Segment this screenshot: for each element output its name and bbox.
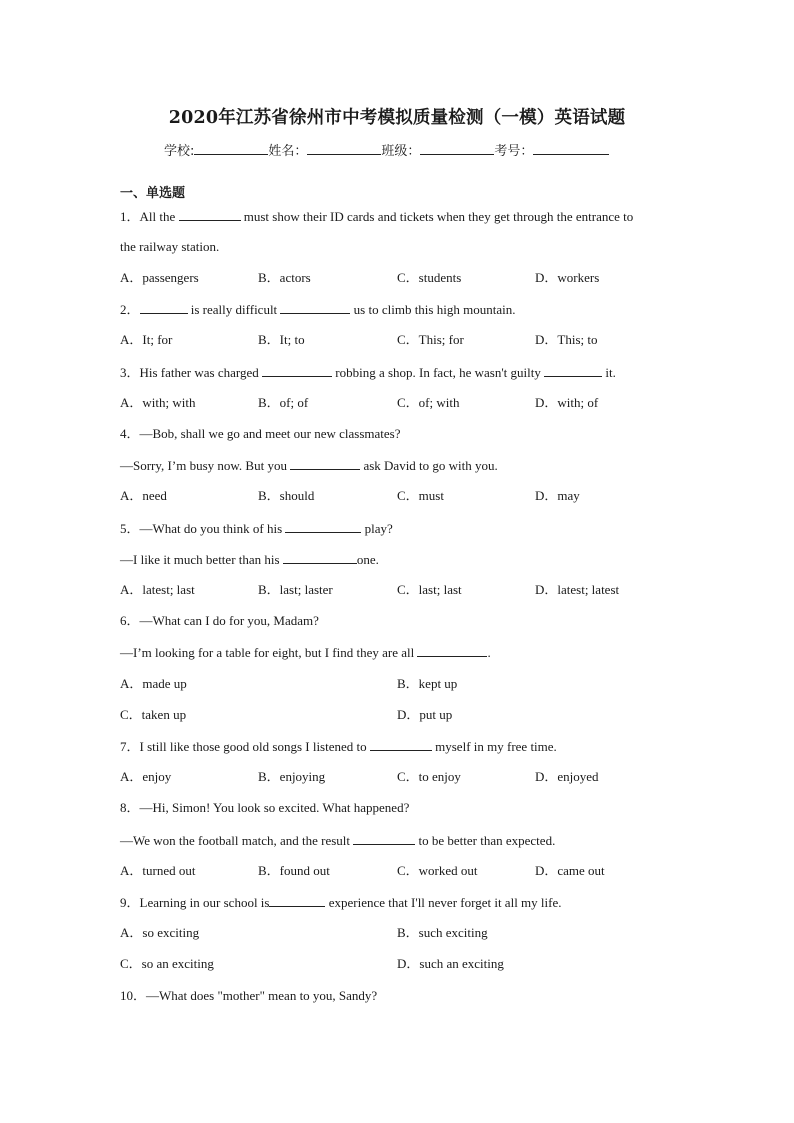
option-c[interactable]: C．to enjoy: [397, 769, 461, 784]
option-c[interactable]: C．must: [397, 488, 444, 503]
option-c[interactable]: C．so an exciting: [120, 956, 214, 971]
option-d[interactable]: D．latest; latest: [535, 582, 620, 597]
question-1-line-2: [120, 239, 219, 255]
option-d[interactable]: D．may: [535, 488, 580, 503]
question-4-line-2: [120, 457, 498, 474]
option-c[interactable]: C．This; for: [397, 332, 464, 347]
question-text: 6．—What can I do for you, Madam?: [120, 613, 319, 628]
option-b[interactable]: B．actors: [258, 270, 311, 285]
question-text: .: [487, 645, 491, 660]
answer-blank: [370, 738, 432, 751]
question-1-line-1: [120, 208, 633, 225]
question-text: 5．—What do you think of his: [120, 521, 286, 536]
question-text: 3．His father was charged: [120, 365, 262, 380]
option-a[interactable]: A．made up: [120, 676, 187, 691]
option-b[interactable]: B．kept up: [397, 676, 458, 691]
school-label: 学校:: [164, 144, 195, 159]
option-b[interactable]: B．of; of: [258, 395, 309, 410]
option-d[interactable]: D．came out: [535, 863, 605, 878]
answer-blank: [269, 894, 325, 907]
answer-blank: [262, 364, 332, 377]
question-text: it.: [602, 365, 616, 380]
name-field[interactable]: [307, 142, 381, 155]
option-d[interactable]: D．put up: [397, 707, 453, 722]
option-a[interactable]: A．with; with: [120, 395, 196, 410]
answer-blank: [417, 644, 487, 657]
question-4-line-1: [120, 426, 401, 442]
question-5-line-1: [120, 520, 393, 537]
option-b[interactable]: B．enjoying: [258, 769, 326, 784]
option-d[interactable]: D．workers: [535, 270, 600, 285]
question-8-line-2: [120, 832, 555, 849]
question-2-line-1: [120, 301, 515, 318]
question-text: is really difficult: [187, 302, 281, 317]
question-3-line-1: [120, 364, 616, 381]
option-d[interactable]: D．with; of: [535, 395, 599, 410]
question-text: us to climb this high mountain.: [350, 302, 516, 317]
question-text: —We won the football match, and the result: [120, 833, 354, 848]
option-c[interactable]: C．last; last: [397, 582, 462, 597]
answer-blank: [285, 520, 361, 533]
question-text: play?: [361, 521, 393, 536]
answer-blank: [140, 301, 188, 314]
school-field[interactable]: [194, 142, 268, 155]
student-info-line: [164, 140, 609, 159]
question-8-line-1: [120, 800, 409, 816]
option-a[interactable]: A．need: [120, 488, 167, 503]
question-text: 1．All the: [120, 209, 179, 224]
question-text: ask David to go with you.: [360, 458, 498, 473]
question-10-line-1: [120, 988, 377, 1004]
question-text: —Sorry, I’m busy now. But you: [120, 458, 291, 473]
option-a[interactable]: A．turned out: [120, 863, 196, 878]
question-text: 10．—What does "mother" mean to you, Sandy?: [120, 988, 378, 1003]
answer-blank: [353, 832, 415, 845]
option-c[interactable]: C．taken up: [120, 707, 187, 722]
question-text: 8．—Hi, Simon! You look so excited. What happened?: [120, 800, 410, 815]
option-c[interactable]: C．worked out: [397, 863, 478, 878]
option-d[interactable]: D．enjoyed: [535, 769, 599, 784]
question-text: myself in my free time.: [431, 739, 557, 754]
option-a[interactable]: A．latest; last: [120, 582, 195, 597]
class-label: 班级：: [381, 144, 421, 159]
option-d[interactable]: D．such an exciting: [397, 956, 504, 971]
page-title: 2020年江苏省徐州市中考模拟质量检测（一模）英语试题: [168, 108, 626, 128]
question-text: 4．—Bob, shall we go and meet our new classmates?: [120, 426, 401, 441]
option-b[interactable]: B．last; laster: [258, 582, 333, 597]
exam-no-label: 考号：: [494, 144, 534, 159]
option-b[interactable]: B．should: [258, 488, 315, 503]
question-text: the railway station.: [120, 239, 220, 254]
answer-blank: [290, 457, 360, 470]
question-text: 7．I still like those good old songs I listened to: [120, 739, 370, 754]
option-b[interactable]: B．such exciting: [397, 925, 488, 940]
option-d[interactable]: D．This; to: [535, 332, 598, 347]
question-9-line-1: [120, 894, 562, 911]
option-b[interactable]: B．found out: [258, 863, 330, 878]
question-7-line-1: [120, 738, 557, 755]
class-field[interactable]: [420, 142, 494, 155]
question-text: —I like it much better than his: [120, 552, 283, 567]
question-text: experience that I'll never forget it all my life.: [325, 895, 562, 910]
question-text: —I’m looking for a table for eight, but I find they are all: [120, 645, 418, 660]
question-5-line-2: [120, 551, 379, 568]
question-text: 2．: [120, 302, 140, 317]
question-text: robbing a shop. In fact, he wasn't guilty: [332, 365, 545, 380]
question-6-line-2: [120, 644, 491, 661]
question-text: one.: [356, 552, 379, 567]
question-text: to be better than expected.: [415, 833, 556, 848]
option-a[interactable]: A．It; for: [120, 332, 173, 347]
question-text: 9．Learning in our school is: [120, 895, 270, 910]
exam-no-field[interactable]: [533, 142, 609, 155]
answer-blank: [283, 551, 357, 564]
name-label: 姓名：: [268, 144, 308, 159]
question-text: must show their ID cards and tickets when they get through the entrance to: [240, 209, 634, 224]
option-c[interactable]: C．of; with: [397, 395, 460, 410]
option-b[interactable]: B．It; to: [258, 332, 305, 347]
option-a[interactable]: A．so exciting: [120, 925, 200, 940]
option-c[interactable]: C．students: [397, 270, 462, 285]
answer-blank: [179, 208, 241, 221]
question-6-line-1: [120, 613, 319, 629]
option-a[interactable]: A．passengers: [120, 270, 199, 285]
answer-blank: [280, 301, 350, 314]
option-a[interactable]: A．enjoy: [120, 769, 172, 784]
section-heading: 一、单选题: [120, 186, 186, 201]
answer-blank: [544, 364, 602, 377]
